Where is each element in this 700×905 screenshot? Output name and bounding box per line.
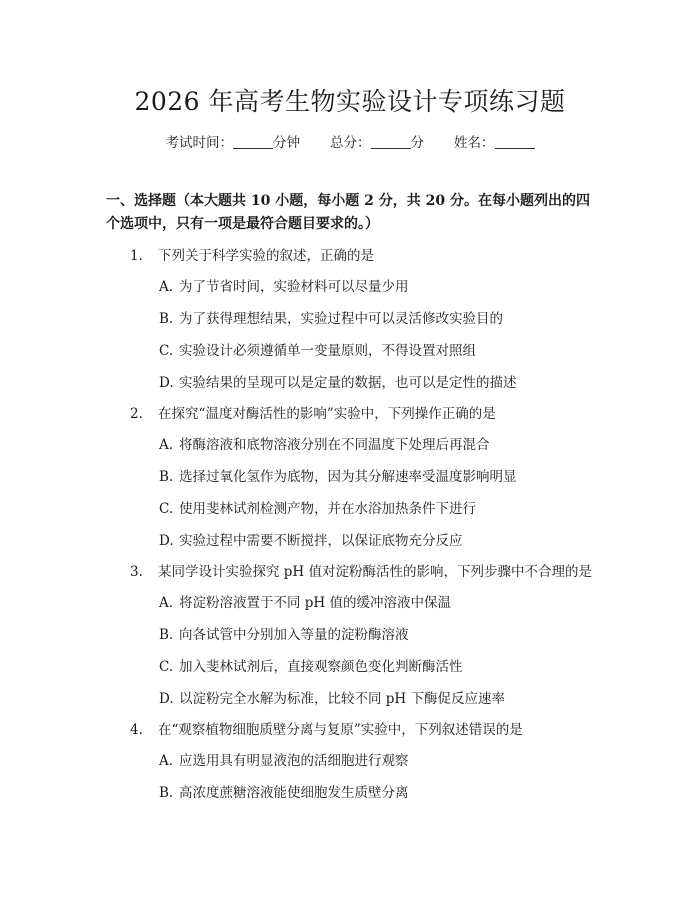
option-text: 高浓度蔗糖溶液能使细胞发生质壁分离 (179, 785, 409, 801)
question-text: 某同学设计实验探究 pH 值对淀粉酶活性的影响，下列步骤中不合理的是 (158, 564, 592, 580)
option-text: 应选用具有明显液泡的活细胞进行观察 (179, 753, 409, 769)
time-label: 考试时间： (165, 135, 233, 151)
name-blank (495, 134, 535, 149)
option-letter: A. (159, 753, 174, 769)
option-letter: B. (159, 311, 174, 327)
option-item (159, 307, 503, 327)
option-text: 选择过氧化氢作为底物，因为其分解速率受温度影响明显 (179, 469, 517, 485)
option-item (159, 371, 517, 391)
option-item (159, 497, 476, 517)
option-text: 加入斐林试剂后，直接观察颜色变化判断酶活性 (179, 659, 463, 675)
option-letter: A. (159, 279, 174, 295)
name-label: 姓名： (454, 135, 495, 151)
option-text: 以淀粉完全水解为标准，比较不同 pH 下酶促反应速率 (179, 691, 505, 707)
option-text: 实验过程中需要不断搅拌，以保证底物充分反应 (179, 533, 463, 549)
option-item (159, 529, 463, 549)
option-text: 实验结果的呈现可以是定量的数据，也可以是定性的描述 (179, 375, 517, 391)
option-letter: C. (159, 501, 174, 517)
question-number: 2. (130, 406, 143, 422)
option-item (159, 339, 476, 359)
option-text: 向各试管中分别加入等量的淀粉酶溶液 (179, 627, 409, 643)
question-number: 1. (130, 248, 143, 264)
question-stem (130, 244, 374, 264)
option-text: 为了节省时间，实验材料可以尽量少用 (179, 279, 409, 295)
question-number: 4. (130, 722, 143, 738)
option-letter: B. (159, 627, 174, 643)
option-text: 使用斐林试剂检测产物，并在水浴加热条件下进行 (179, 501, 476, 517)
question-stem (130, 560, 592, 580)
option-item (159, 465, 517, 485)
option-item (159, 433, 490, 453)
option-item (159, 687, 505, 707)
option-letter: A. (159, 595, 174, 611)
option-item (159, 623, 409, 643)
option-text: 将淀粉溶液置于不同 pH 值的缓冲溶液中保温 (179, 595, 451, 611)
score-blank (371, 134, 411, 149)
section-heading: 一、选择题（本大题共 10 小题，每小题 2 分，共 20 分。在每小题列出的四个选项中，只有一项是最符合题目要求的。） (106, 193, 590, 232)
exam-info-line (0, 131, 700, 151)
option-letter: A. (159, 437, 174, 453)
option-text: 实验设计必须遵循单一变量原则，不得设置对照组 (179, 343, 476, 359)
score-label: 总分： (330, 135, 371, 151)
time-unit: 分钟 (273, 135, 300, 151)
question-text: 在探究“温度对酶活性的影响”实验中，下列操作正确的是 (158, 406, 496, 422)
question-stem (130, 718, 523, 738)
question-number: 3. (130, 564, 143, 580)
option-letter: C. (159, 659, 174, 675)
option-letter: D. (159, 533, 174, 549)
option-item (159, 655, 463, 675)
score-unit: 分 (410, 135, 424, 151)
option-item (159, 275, 409, 295)
question-text: 在“观察植物细胞质壁分离与复原”实验中，下列叙述错误的是 (158, 722, 523, 738)
option-letter: D. (159, 375, 174, 391)
question-text: 下列关于科学实验的叙述，正确的是 (158, 248, 374, 264)
option-text: 将酶溶液和底物溶液分别在不同温度下处理后再混合 (179, 437, 490, 453)
option-letter: B. (159, 469, 174, 485)
option-letter: B. (159, 785, 174, 801)
question-stem (130, 402, 496, 422)
option-item (159, 749, 409, 769)
page-title: 2026 年高考生物实验设计专项练习题 (134, 87, 566, 116)
option-item (159, 781, 409, 801)
option-letter: C. (159, 343, 174, 359)
time-blank (233, 134, 273, 149)
option-letter: D. (159, 691, 174, 707)
option-item (159, 591, 451, 611)
option-text: 为了获得理想结果，实验过程中可以灵活修改实验目的 (179, 311, 503, 327)
